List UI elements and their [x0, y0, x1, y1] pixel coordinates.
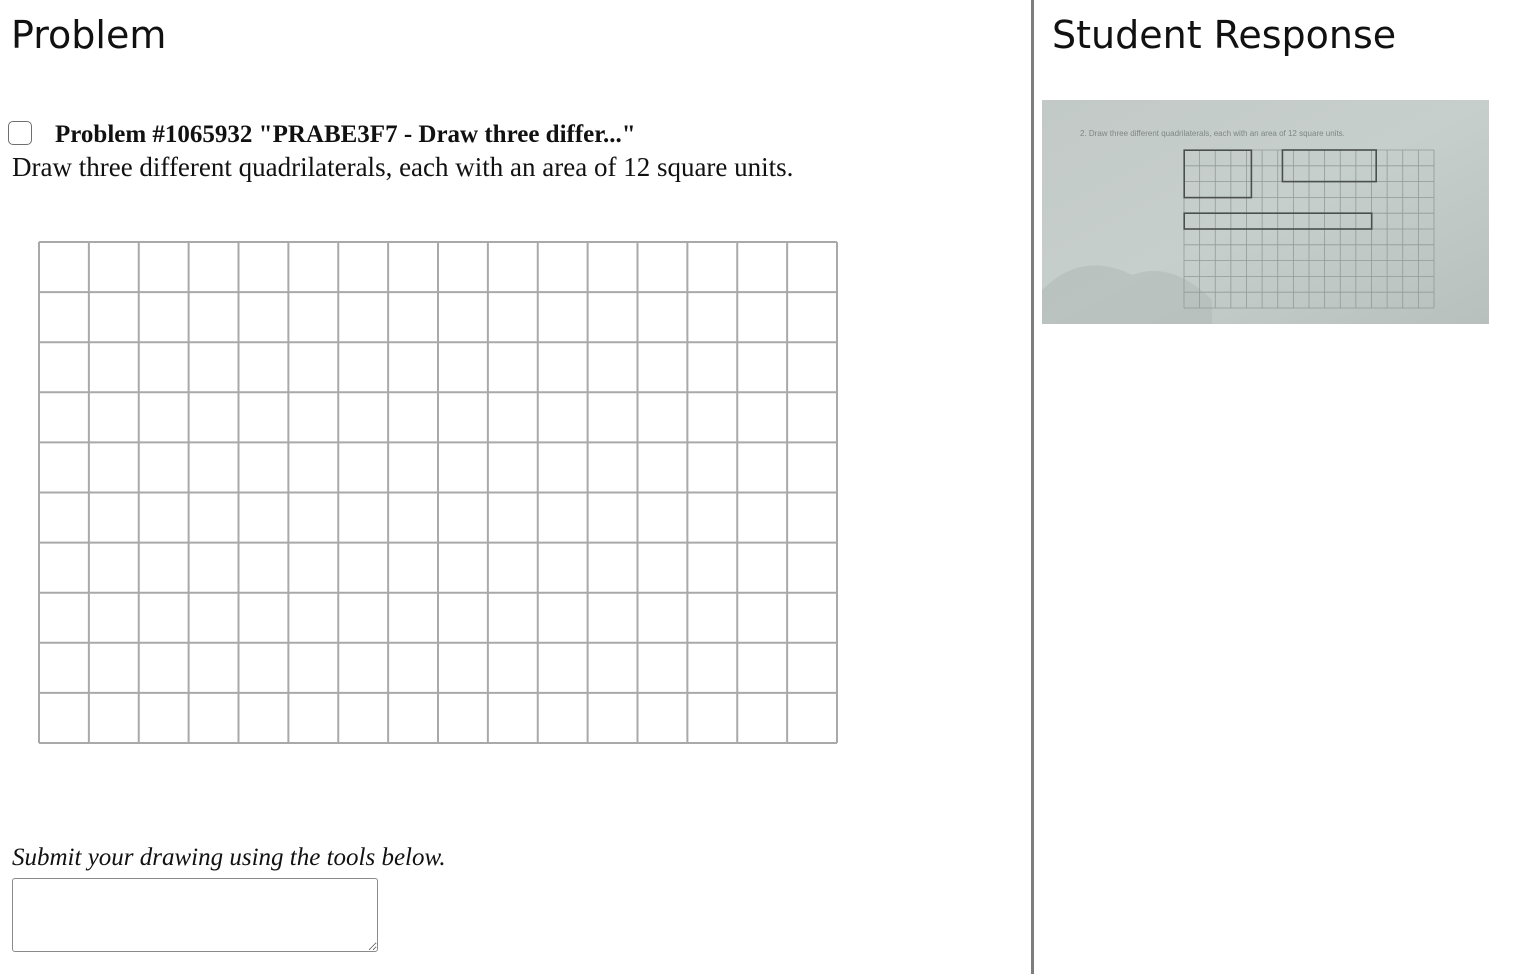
problem-title: Problem #1065932 "PRABE3F7 - Draw three differ..." — [55, 121, 636, 148]
answer-textarea[interactable] — [12, 878, 378, 952]
problem-statement: Draw three different quadrilaterals, each with an area of 12 square units. — [12, 152, 794, 182]
submit-instructions: Submit your drawing using the tools below. — [12, 844, 446, 871]
student-response-photo — [1042, 100, 1489, 324]
photo-caption-text: 2. Draw three different quadrilaterals, each with an area of 12 square units. — [1080, 129, 1345, 138]
grid-paper-image — [37, 240, 839, 745]
problem-panel-title: Problem — [11, 13, 167, 57]
problem-select-checkbox[interactable] — [8, 121, 32, 145]
student-response-panel — [1034, 0, 1532, 974]
problem-header — [8, 114, 636, 152]
student-response-title: Student Response — [1052, 13, 1397, 57]
